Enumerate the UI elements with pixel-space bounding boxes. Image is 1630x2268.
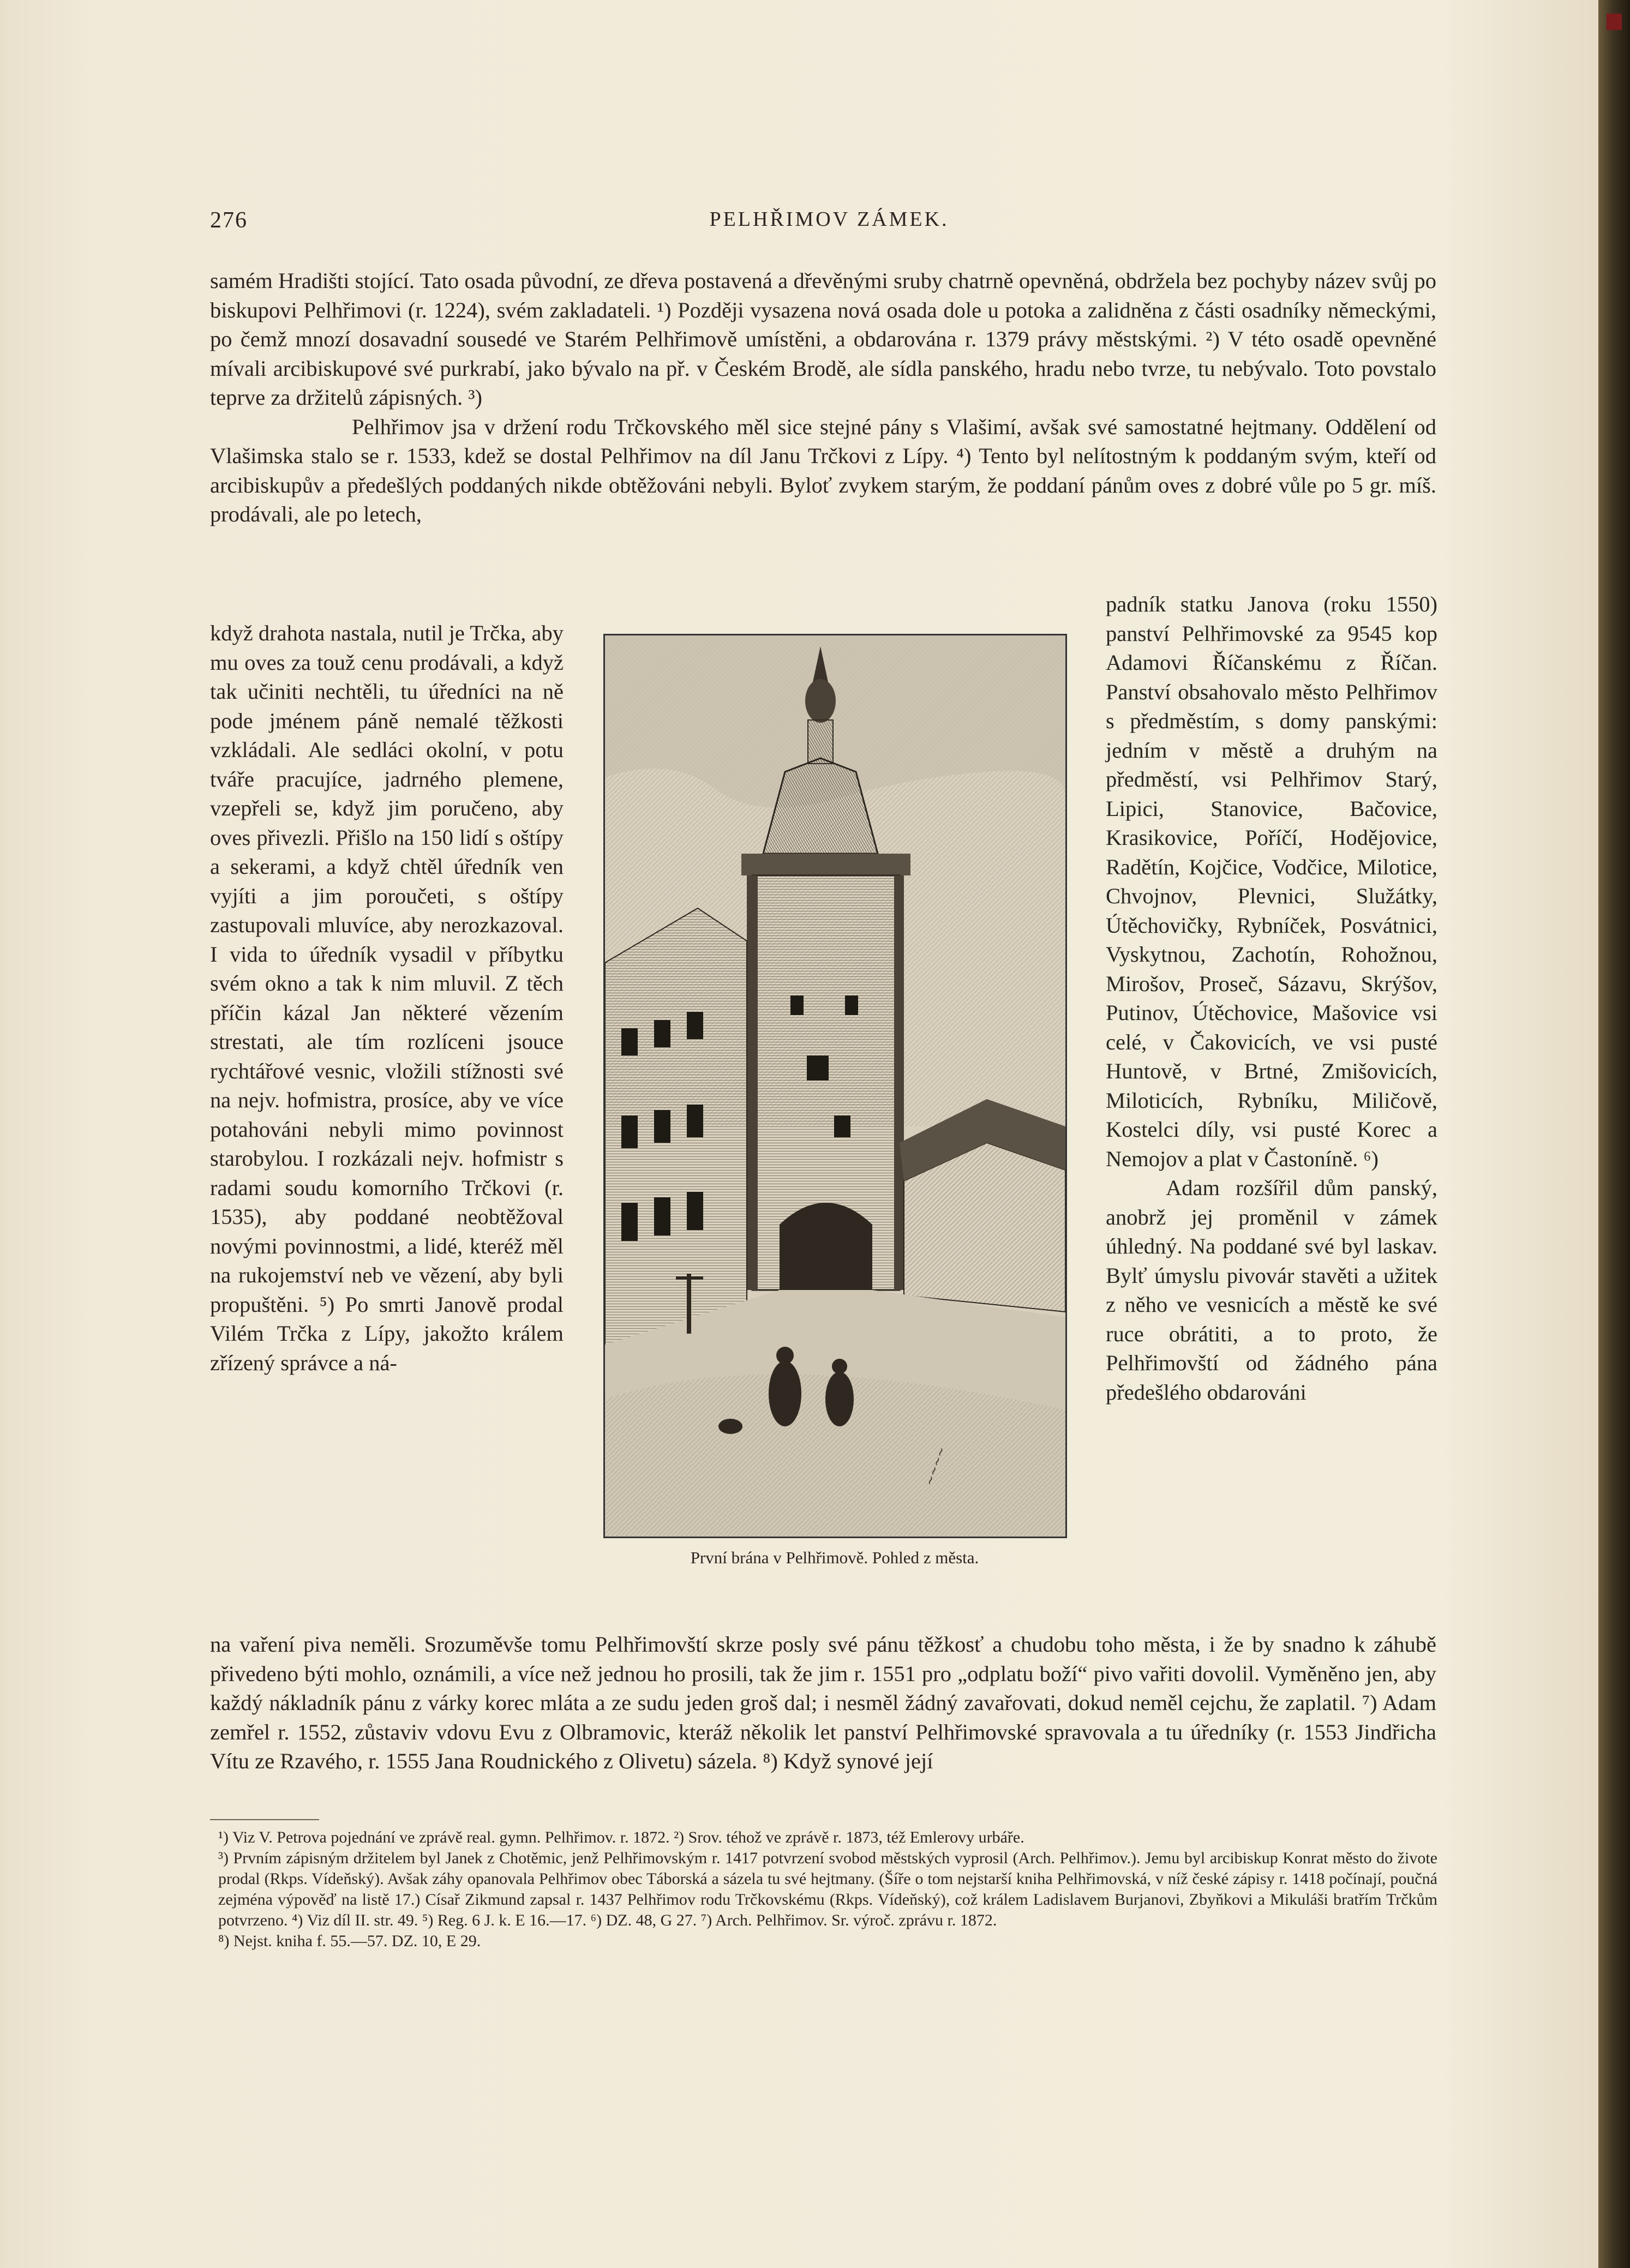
footnote-line: ¹) Viz V. Petrova pojednání ve zprávě real. gymn. Pelhřimov. r. 1872. ²) Srov. téhož ve zprávě r. 1873, též Emlerovy urbáře. bbox=[218, 1828, 1024, 1846]
artist-signature: ~~~~ bbox=[922, 1445, 949, 1488]
page-number: 276 bbox=[210, 208, 248, 233]
bookmark-ribbon bbox=[1607, 14, 1622, 30]
paragraph-1: samém Hradišti stojící. Tato osada původní, ze dřeva postavená a dřevěnými sruby chatrně opevněná, obdržela bez pochyby název svůj po biskupovi Pelhřimovi (r. 1224), svém zakladateli. ¹) Později vysazena nová osada dole u potoka a zalidněna z části osadníky německými, po čemž mnozí dosavadní sousedé ve Starém Pelhřimově umístěni, a obdarována r. 1379 právy městskými. ²) V této osadě opevněné mívali arcibiskupové své purkrabí, jako bývalo na př. v Českém Brodě, ale sídla panského, hradu nebo tvrze, tu nebývalo. Toto povstalo teprve za držitelů zápisných. ³) bbox=[210, 268, 1436, 410]
book-spine bbox=[1598, 0, 1630, 2268]
footnote-line: ³) Prvním zápisným držitelem byl Janek z Chotěmic, jenž Pelhřimovským r. 1417 potvrzení svobod městských vyprosil (Arch. Pelhřimov.). Jemu byl arcibiskup Konrat město do živote prodal (Rkps. Vídeňský). Avšak záhy opanovala Pelhřimov obec Táborská a sázela tu své hejtmany. (Šíře o tom nejstarší kniha Pelhřimovská, v níž české zápisy r. 1418 počínají, poučná zejména výpověď na listě 17.) Císař Zikmund zapsal r. 1437 Pelhřimov rodu Trčkovskému (Rkps. Vídeňský), což králem Ladislavem Burjanovi, Zbyňkovi a Mikuláši bratřím Trčkům potvrzeno. ⁴) Viz díl II. str. 49. ⁵) Reg. 6 J. k. E 16.—17. ⁶) DZ. 48, G 27. ⁷) Arch. Pelhřimov. Sr. výroč. zprávu r. 1872. bbox=[218, 1849, 1437, 1929]
right-column bbox=[1106, 590, 1437, 1407]
text-block-top bbox=[210, 266, 1436, 529]
right-column-text-a: padník statku Janova (roku 1550) panství Pelhřimovské za 9545 kop Adamovi Říčanskému z Říčan. Panství obsahovalo město Pelhřimov s předměstím, s domy panskými: jedním v městě a druhým na předměstí, vsi Pelhřimov Starý, Lipici, Stanovice, Bačovice, Krasikovice, Poříčí, Hodějovice, Radětín, Kojčice, Vodčice, Milotice, Chvojnov, Plevnici, Služátky, Útěchovičky, Rybníček, Posvátnici, Vyskytnou, Zachotín, Rohožnou, Mirošov, Proseč, Sázavu, Skrýšov, Putinov, Útěchovice, Mašovice vsi celé, v Čakovicích, ve vsi pusté Huntově, v Brtné, Zmišovicích, Miloticích, Rybníku, Miličově, Kostelci díly, vsi pusté Korec a Nemojov a plat v Častoníně. ⁶) bbox=[1106, 592, 1437, 1171]
footnotes bbox=[218, 1827, 1437, 1952]
right-column-text-b: Adam rozšířil dům panský, anobrž jej proměnil v zámek úhledný. Na poddané své byl laskav. Bylť úmyslu pivovár stavěti a užitek z něho ve vesnicích a městě ke své ruce obrátiti, a to proto, že Pelhřimovští od žádného pána předešlého obdarováni bbox=[1106, 1175, 1437, 1405]
running-title: PELHŘIMOV ZÁMEK. bbox=[709, 208, 949, 231]
gate-tower-engraving bbox=[605, 635, 1065, 1537]
engraving-illustration bbox=[603, 634, 1067, 1538]
figure-caption: První brána v Pelhřimově. Pohled z města. bbox=[690, 1548, 979, 1567]
paragraph-2: Pelhřimov jsa v držení rodu Trčkovského měl sice stejné pány s Vlašimí, avšak své samostatné hejtmany. Oddělení od Vlašimska stalo se r. 1533, kdež se dostal Pelhřimov na díl Janu Trčkovi z Lípy. ⁴) Tento byl nelítostným k poddaným svým, kteří od arcibiskupův a předešlých poddaných nikde obtěžováni nebyli. Byloť zvykem starým, že poddaní pánům oves z dobré vůle po 5 gr. míš. prodávali, ale po letech, bbox=[210, 414, 1436, 526]
left-column-text: když drahota nastala, nutil je Trčka, aby mu oves za touž cenu prodávali, a když tak učiniti nechtěli, tu úředníci na ně pode jménem páně nemalé těžkosti vzkládali. Ale sedláci okolní, v potu tváře pracujíce, jadrného plemene, vzepřeli se, když jim poručeno, aby oves přivezli. Přišlo na 150 lidí s oštípy a sekerami, a když chtěl úředník ven vyjíti a jim poroučeti, s oštípy zastupovali mluvíce, aby nerozkazoval. I vida to úředník vysadil v příbytku svém okno a tak k nim mluvil. Z těch příčin kázal Jan některé vězením strestati, ale tím rozlíceni jsouce rychtářové vesnic, vložili stížnosti své na nejv. hofmistra, prosíce, aby ve více potahováni nebyli mimo povinnost starobylou. I rozkázali nejv. hofmistr s radami soudu komorního Trčkovi (r. 1535), aby poddané neobtěžoval novými povinnostmi, a lidé, kteréž měl na rukojemství neb ve vězení, aby byli propuštěni. ⁵) Po smrti Janově prodal Vilém Trčka z Lípy, jakožto králem zřízený správce a ná- bbox=[210, 621, 564, 1375]
footnote-line: ⁸) Nejst. kniha f. 55.—57. DZ. 10, E 29. bbox=[218, 1932, 481, 1950]
footnote-separator bbox=[210, 1819, 319, 1820]
page-header bbox=[0, 207, 1598, 251]
paragraph-bottom: na vaření piva neměli. Srozuměvše tomu Pelhřimovští skrze posly své pánu těžkosť a chudobu toho města, i že by snadno k záhubě přivedeno býti mohlo, oznámili, a více než jednou ho prosili, tak že jim r. 1551 pro „odplatu boží“ pivo vařiti dovolil. Vyměněno jen, aby každý nákladník pánu z várky korec mláta a ze sudu jeden groš dal; i nesměl žádný zavařovati, dokud neměl cejchu, že zaplatil. ⁷) Adam zemřel r. 1552, zůstaviv vdovu Evu z Olbramovic, kteráž několik let panství Pelhřimovské spravovala a tu úředníky (r. 1553 Jindřicha Vítu ze Rzavého, r. 1555 Jana Roudnického z Olivetu) sázela. ⁸) Když synové její bbox=[210, 1632, 1436, 1773]
